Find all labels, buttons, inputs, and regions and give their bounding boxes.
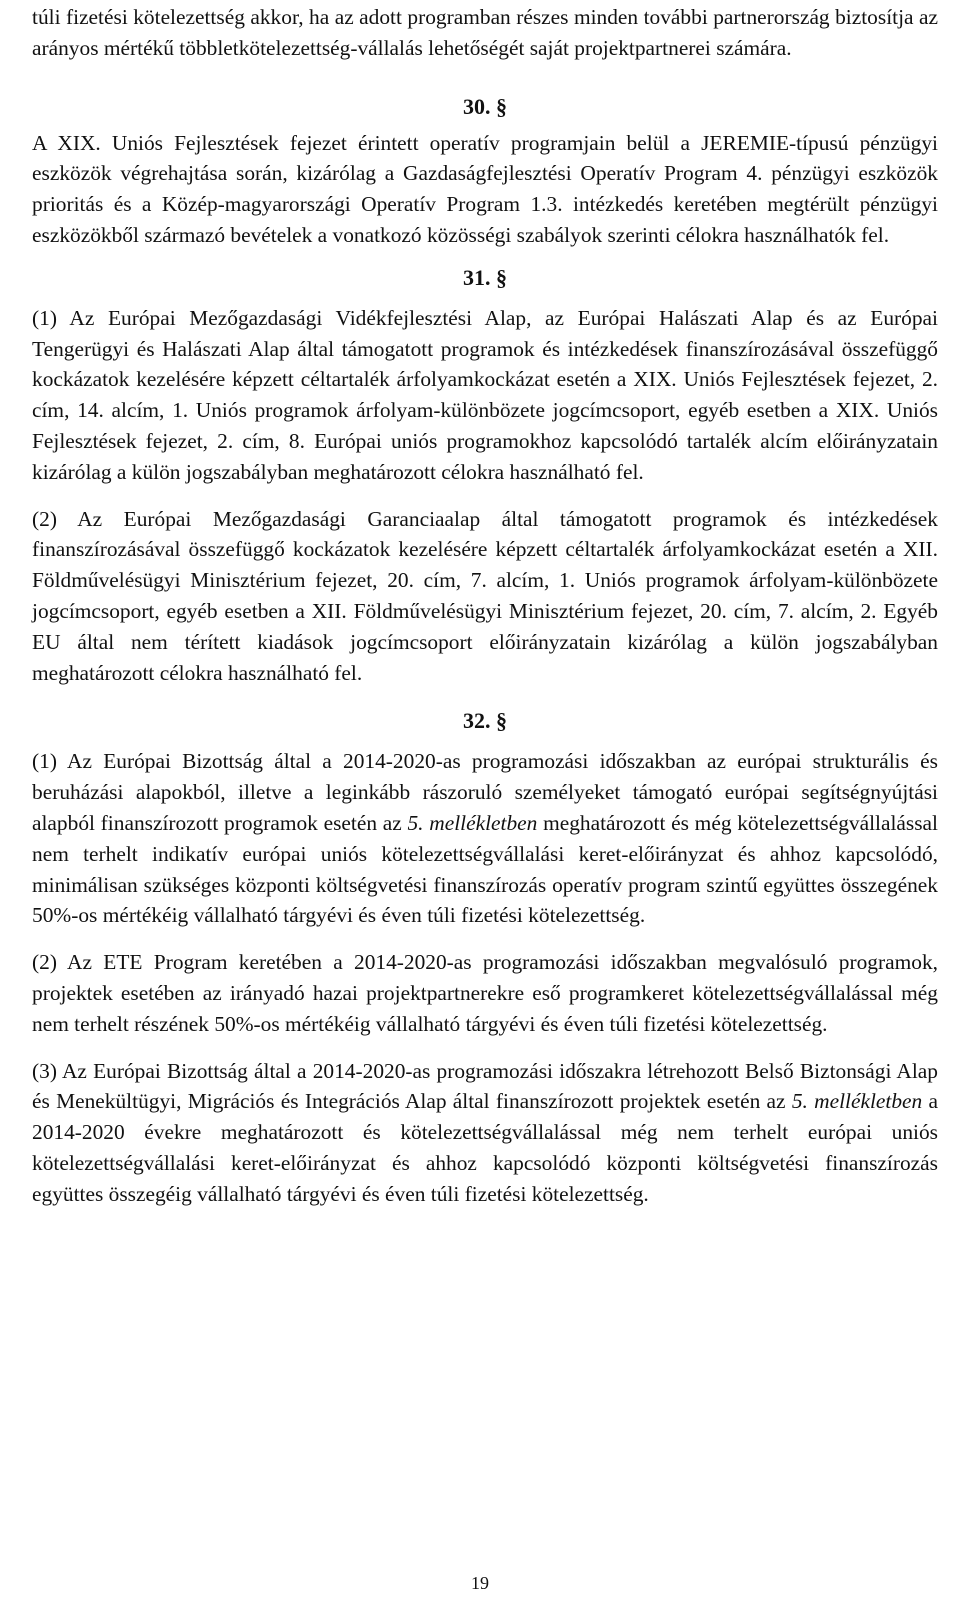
section-32-paragraph-3-text-b: a 2014-2020 évekre meghatározott és kötelezettségvállalással még nem terhelt európai uniós kötelezettségvállalási keret-előirányzat és ahhoz kapcsolódó központi költségvetési finanszírozás együttes összegéig vállalható tárgyévi és éven túli fizetési kötelezettség.: [32, 1089, 938, 1206]
section-31-heading: 31. §: [463, 264, 507, 290]
section-32-paragraph-1-text-b: meghatározott és még kötelezettségvállalással nem terhelt indikatív európai uniós kötelezettségvállalási keret-előirányzat és ahhoz kapcsolódó, minimálisan szükséges központi költségvetési finanszírozás operatív program szintű együttes összegének 50%-os mértékéig vállalható tárgyévi és éven túli fizetési kötelezettség.: [32, 810, 938, 928]
section-32-annex-reference-2: 5. mellékletben: [791, 1089, 923, 1114]
section-32-paragraph-1-text-a: (1) Az Európai Bizottság által a 2014-2020-as programozási időszakban az európai strukturális és beruházási alapokból, illetve a leginkább rászoruló személyeket támogató európai segítségnyújtási alapból finanszírozott programok esetén az: [32, 749, 938, 835]
document-body: [32, 0, 938, 1210]
section-32-paragraph-3-text-a: (3) Az Európai Bizottság által a 2014-2020-as programozási időszakra létrehozott Belső Biztonsági Alap és Menekültügyi, Migrációs és Integrációs Alap által finanszírozott projektek esetén az: [32, 1058, 938, 1114]
section-32-annex-reference-1: 5. mellékletben: [407, 810, 538, 835]
section-32-paragraph-1: [32, 746, 938, 931]
section-30-paragraph: A XIX. Uniós Fejlesztések fejezet érintett operatív programjain belül a JEREMIE-típusú pénzügyi eszközök végrehajtása során, kizárólag a Gazdaságfejlesztési Operatív Program 4. pénzügyi eszközök prioritás és a Közép-magyarországi Operatív Program 1.3. intézkedés keretében megtérült pénzügyi eszközökből származó bevételek a vonatkozó közösségi szabályok szerinti célokra használhatók fel.: [32, 130, 938, 247]
section-32-heading: 32. §: [463, 708, 507, 734]
section-30-heading: 30. §: [463, 93, 507, 119]
intro-paragraph: túli fizetési kötelezettség akkor, ha az adott programban részes minden további partnerország biztosítja az arányos mértékű többletkötelezettség-vállalás lehetőségét saját projektpartnerei számára.: [32, 5, 938, 60]
page-number: 19: [471, 1573, 489, 1593]
section-32-paragraph-3: [32, 1056, 938, 1210]
section-31-paragraph-2: (2) Az Európai Mezőgazdasági Garanciaalap által támogatott programok és intézkedések finanszírozásával összefüggő kockázatok kezelésére képzett céltartalék árfolyamkockázat esetén a XII. Földművelésügyi Minisztérium fejezet, 20. cím, 7. alcím, 1. Uniós programok árfolyam-különbözete jogcímcsoport, egyéb esetben a XII. Földművelésügyi Minisztérium fejezet, 20. cím, 7. alcím, 2. Egyéb EU által nem térített kiadások jogcímcsoport előirányzatain kizárólag a külön jogszabályban meghatározott célokra használható fel.: [32, 506, 938, 685]
section-31-paragraph-1: (1) Az Európai Mezőgazdasági Vidékfejlesztési Alap, az Európai Halászati Alap és az Európai Tengerügyi és Halászati Alap által támogatott programok és intézkedések finanszírozásával összefüggő kockázatok kezelésére képzett céltartalék árfolyamkockázat esetén a XIX. Uniós Fejlesztések fejezet, 2. cím, 14. alcím, 1. Uniós programok árfolyam-különbözete jogcímcsoport, egyéb esetben a XIX. Uniós Fejlesztések fejezet, 2. cím, 8. Európai uniós programokhoz kapcsolódó tartalék alcím előirányzatain kizárólag a külön jogszabályban meghatározott célokra használható fel.: [32, 305, 938, 484]
section-32-paragraph-2: (2) Az ETE Program keretében a 2014-2020-as programozási időszakban megvalósuló programok, projektek esetében az irányadó hazai projektpartnerekre eső programkeret kötelezettségvállalással még nem terhelt részének 50%-os mértékéig vállalható tárgyévi és éven túli fizetési kötelezettség.: [32, 950, 938, 1036]
